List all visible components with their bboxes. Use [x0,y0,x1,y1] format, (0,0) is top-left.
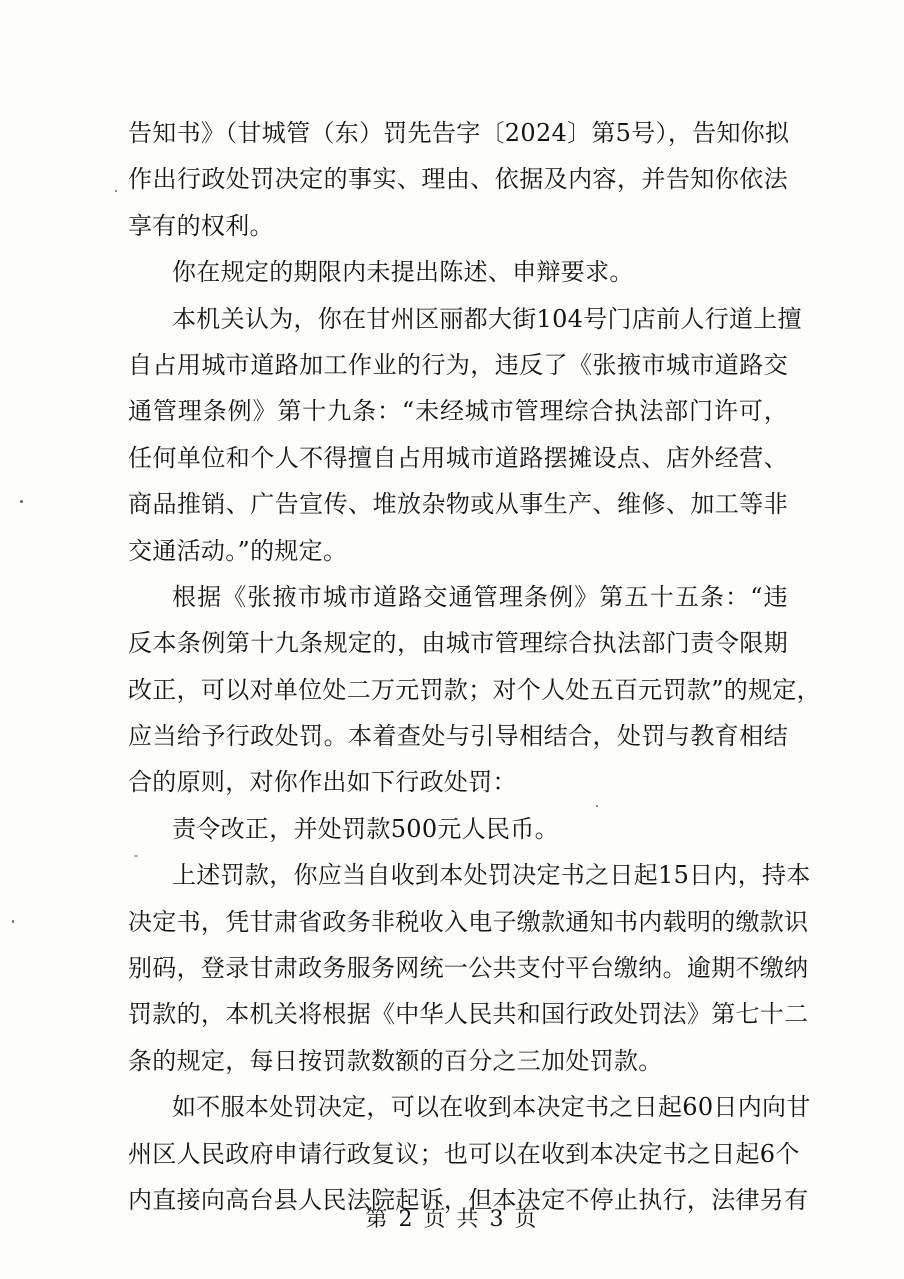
text-line: 如不服本处罚决定，可以在收到本决定书之日起60日内向甘 [172,1093,811,1122]
text-line: 内直接向高台县人民法院起诉，但本决定不停止执行，法律另有 [128,1185,809,1214]
document-body [128,110,821,1223]
text-line: 条的规定，每日按罚款数额的百分之三加处罚款。 [128,1046,663,1075]
page-number: 第 2 页 共 3 页 [365,1207,539,1232]
text-line: 作出行政处罚决定的事实、理由、依据及内容，并告知你依法 [128,165,788,194]
text-line: 合的原则，对你作出如下行政处罚： [128,768,517,797]
scan-speck [596,805,598,807]
text-line: 根据《张掖市城市道路交通管理条例》第五十五条：“违 [172,582,788,611]
text-line: 上述罚款，你应当自收到本处罚决定书之日起15日内，持本 [172,861,811,890]
text-line: 任何单位和个人不得擅自占用城市道路摆摊设点、店外经营、 [128,443,788,472]
text-line: 告知书》（甘城管（东）罚先告字〔2024〕第5号），告知你拟 [128,119,790,147]
text-line: 交通活动。”的规定。 [128,536,348,565]
text-line: 罚款的，本机关将根据《中华人民共和国行政处罚法》第七十二 [128,1000,809,1029]
text-line: 责令改正，并处罚款500元人民币。 [172,814,559,843]
scan-speck [115,190,117,192]
scan-speck [20,500,23,503]
text-line: 反本条例第十九条规定的，由城市管理综合执法部门责令限期 [128,629,788,658]
text-line: 改正，可以对单位处二万元罚款；对个人处五百元罚款”的规定， [128,675,821,704]
text-line: 享有的权利。 [128,211,274,240]
text-line: 别码，登录甘肃政务服务网统一公共支付平台缴纳。逾期不缴纳 [128,954,809,983]
text-line: 通管理条例》第十九条：“未经城市管理综合执法部门许可， [128,397,788,426]
text-line: 商品推销、广告宣传、堆放杂物或从事生产、维修、加工等非 [128,490,788,519]
text-line: 自占用城市道路加工作业的行为，违反了《张掖市城市道路交 [128,350,788,379]
text-line: 本机关认为，你在甘州区丽都大街104号门店前人行道上擅 [172,304,802,333]
scan-speck [12,920,14,923]
text-line: 州区人民政府申请行政复议；也可以在收到本决定书之日起6个 [128,1139,800,1168]
text-line: 决定书，凭甘肃省政务非税收入电子缴款通知书内载明的缴款识 [128,907,809,936]
text-line: 应当给予行政处罚。本着查处与引导相结合，处罚与教育相结 [128,722,788,751]
text-line: 你在规定的期限内未提出陈述、申辩要求。 [172,258,634,287]
scan-speck [135,855,137,857]
